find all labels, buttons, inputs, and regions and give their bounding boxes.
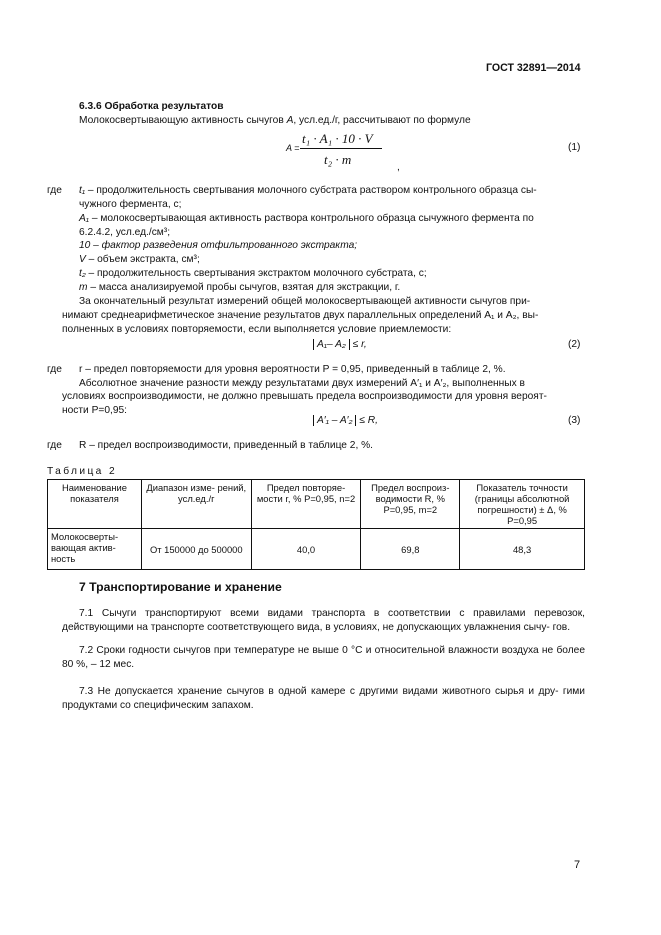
col-header-range: Диапазон изме- рений, усл.ед./г [141, 480, 251, 529]
def-m: m – масса анализируемой пробы сычугов, взятая для экстракции, г. [79, 282, 401, 293]
formula-3: A′₁ – A′₂ ≤ R, [313, 415, 378, 426]
def-t2: t₂ – продолжительность свертывания экстрактом молочного субстрата, с; [79, 268, 427, 279]
formula-2-number: (2) [568, 339, 581, 350]
col-header-name: Наименование показателя [48, 480, 142, 529]
paragraph-7-2: 7.2 Сроки годности сычугов при температуре не выше 0 °С и относительной влажности воздуха не более 80 %, – 12 мес. [62, 645, 585, 670]
formula-denominator: t₂ · m [324, 152, 352, 167]
col-header-repeatability: Предел повторяе- мости r, % P=0,95, n=2 [251, 480, 361, 529]
final-result-line-1: За окончательный результат измерений общей молокосвертывающей активности сычугов при- [79, 296, 531, 307]
table-header-row [48, 480, 585, 529]
where-label-3: где [47, 440, 62, 451]
def-a1-cont: 6.2.4.2, усл.ед./см³; [79, 227, 171, 238]
where-label: где [47, 185, 62, 196]
def-t1-cont: чужного фермента, с; [79, 199, 182, 210]
def-r: r – предел повторяемости для уровня вероятности P = 0,95, приведенный в таблице 2, %. [79, 364, 506, 375]
col-header-reproducibility: Предел воспроиз- водимости R, % P=0,95, m=2 [361, 480, 460, 529]
formula-3-number: (3) [568, 415, 581, 426]
final-result-line-2: нимают среднеарифметическое значение результатов двух параллельных определений A₁ и A₂, вы- [62, 310, 539, 321]
formula-numerator: t₁ · A₁ · 10 · V [302, 131, 373, 146]
def-R: R – предел воспроизводимости, приведенный в таблице 2, %. [79, 440, 373, 451]
paragraph-7-1: 7.1 Сычуги транспортируют всеми видами транспорта в соответствии с правилами перевозок, действующими на транспорте соответствующего вида, в условиях, не допускающих увлажнения сычу- гов. [62, 608, 585, 633]
cell-range: От 150000 до 500000 [141, 529, 251, 570]
fraction-bar [300, 148, 382, 149]
abs-value-line-2: условиях воспроизводимости, не должно превышать предела воспроизводимости для уровня вероят- [62, 391, 547, 402]
table-2 [47, 479, 585, 570]
table-caption: Таблица 2 [47, 466, 118, 477]
section-title-7: 7 Транспортирование и хранение [79, 580, 282, 594]
formula-comma: , [397, 162, 400, 173]
page-number: 7 [574, 859, 581, 871]
section-intro: Молокосвертывающую активность сычугов A, усл.ед./г, рассчитывают по формуле [79, 115, 471, 126]
def-v: V – объем экстракта, см³; [79, 254, 200, 265]
paragraph-7-3: 7.3 Не допускается хранение сычугов в одной камере с другими видами животного сырья и дру- гими продуктами со специфическим запахом. [62, 686, 585, 711]
cell-name: Молокосверты- вающая актив- ность [48, 529, 142, 570]
abs-value-line-1: Абсолютное значение разности между результатами двух измерений A′₁ и A′₂, выполненных в [79, 378, 525, 389]
cell-reproducibility: 69,8 [361, 529, 460, 570]
cell-accuracy: 48,3 [460, 529, 585, 570]
cell-repeatability: 40,0 [251, 529, 361, 570]
def-t1: t₁ – продолжительность свертывания молочного субстрата раствором контрольного образца сы- [79, 185, 537, 196]
formula-1-number: (1) [568, 142, 581, 153]
table-row [48, 529, 585, 570]
formula-lhs: A = [286, 143, 300, 153]
document-number: ГОСТ 32891—2014 [486, 62, 581, 74]
formula-1 [286, 131, 396, 175]
formula-2: A₁– A₂ ≤ r, [313, 339, 367, 350]
def-a1: A₁ – молокосвертывающая активность раствора контрольного образца сычужного фермента по [79, 213, 534, 224]
col-header-accuracy: Показатель точности (границы абсолютной погрешности) ± Δ, % P=0,95 [460, 480, 585, 529]
final-result-line-3: полненных в условиях повторяемости, если выполняется условие приемлемости: [62, 324, 452, 335]
def-factor: 10 – фактор разведения отфильтрованного экстракта; [79, 240, 358, 251]
where-label-2: где [47, 364, 62, 375]
section-title-636: 6.3.6 Обработка результатов [79, 101, 224, 112]
abs-value-line-3: ности P=0,95: [62, 405, 127, 416]
